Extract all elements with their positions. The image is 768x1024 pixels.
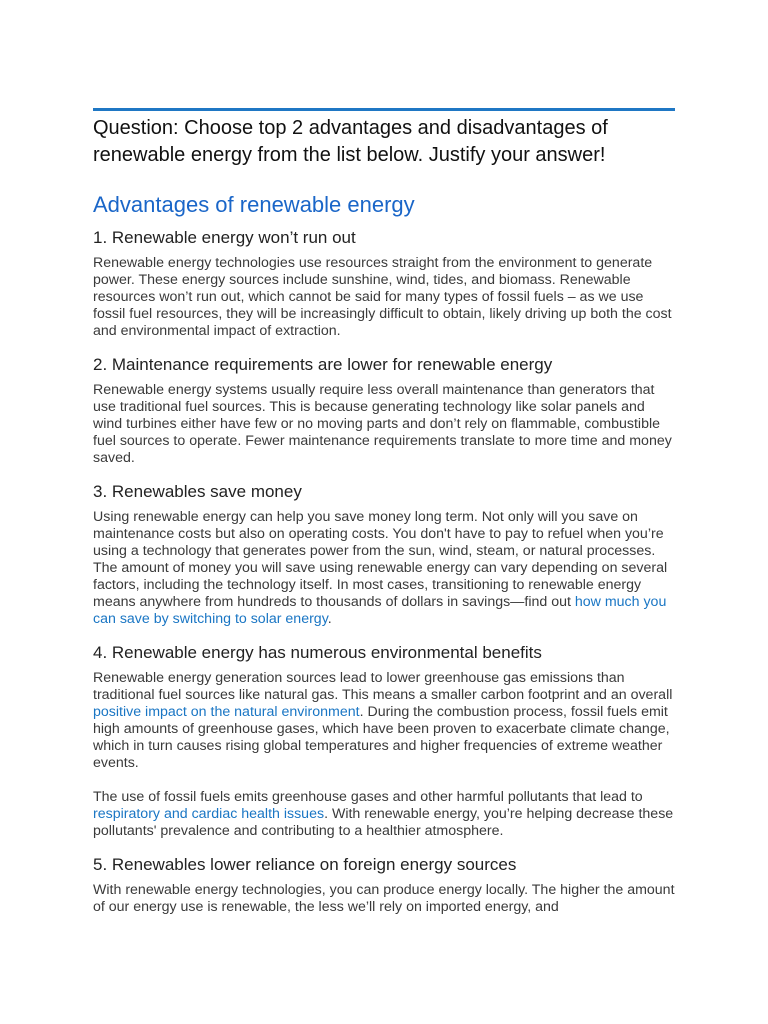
item-heading-2: 2. Maintenance requirements are lower for renewable energy — [93, 355, 553, 374]
solar-savings-link[interactable]: how much you can save by switching to solar energy — [93, 594, 667, 627]
paragraph-text: The use of fossil fuels emits greenhouse gases and other harmful pollutants that lead to — [93, 789, 643, 805]
section-title: Advantages of renewable energy — [93, 192, 415, 217]
item-heading-1: 1. Renewable energy won’t run out — [93, 228, 356, 247]
paragraph-text: . — [327, 611, 332, 627]
item-heading-3: 3. Renewables save money — [93, 482, 302, 501]
paragraph-text: . With renewable energy, you’re helping decrease these pollutants' prevalence and contributing to a healthier atmosphere. — [93, 806, 674, 839]
environment-impact-link[interactable]: positive impact on the natural environment — [93, 704, 360, 720]
item-paragraph-4b — [93, 789, 675, 840]
item-paragraph-3 — [93, 509, 675, 628]
item-heading-5: 5. Renewables lower reliance on foreign energy sources — [93, 855, 517, 874]
item-paragraph-1: Renewable energy technologies use resources straight from the environment to generate power. These energy sources include sunshine, wind, tides, and biomass. Renewable resources won’t run out, which cannot be said for many types of fossil fuels – as we use fossil fuel resources, they will be increasingly difficult to obtain, likely driving up both the cost and environmental impact of extraction. — [93, 255, 672, 339]
top-rule — [93, 108, 675, 111]
health-issues-link[interactable]: respiratory and cardiac health issues — [93, 806, 325, 822]
question-text: Question: Choose top 2 advantages and disadvantages of renewable energy from the list below. Justify your answer! — [93, 117, 608, 166]
item-paragraph-2: Renewable energy systems usually require less overall maintenance than generators that use traditional fuel sources. This is because generating technology like solar panels and wind turbines either have few or no moving parts and don’t rely on flammable, combustible fuel sources to operate. Fewer maintenance requirements translate to more time and money saved. — [93, 382, 672, 466]
paragraph-text: . During the combustion process, fossil fuels emit high amounts of greenhouse gases, which have been proven to exacerbate climate change, which in turn causes rising global temperatures and higher frequencies of extreme weather events. — [93, 704, 670, 771]
item-heading-4: 4. Renewable energy has numerous environmental benefits — [93, 643, 542, 662]
document-page — [93, 108, 675, 930]
paragraph-text: Renewable energy generation sources lead to lower greenhouse gas emissions than traditional fuel sources like natural gas. This means a smaller carbon footprint and an overall — [93, 670, 673, 703]
paragraph-text: Using renewable energy can help you save money long term. Not only will you save on maintenance costs but also on operating costs. You don't have to pay to refuel when you’re using a technology that generates power from the sun, wind, steam, or natural processes. The amount of money you will save using renewable energy can vary depending on several factors, including the technology itself. In most cases, transitioning to renewable energy means anywhere from hundreds to thousands of dollars in savings—find out — [93, 509, 668, 610]
item-paragraph-4a — [93, 670, 675, 772]
item-paragraph-5: With renewable energy technologies, you can produce energy locally. The higher the amount of our energy use is renewable, the less we’ll rely on imported energy, and — [93, 882, 675, 915]
